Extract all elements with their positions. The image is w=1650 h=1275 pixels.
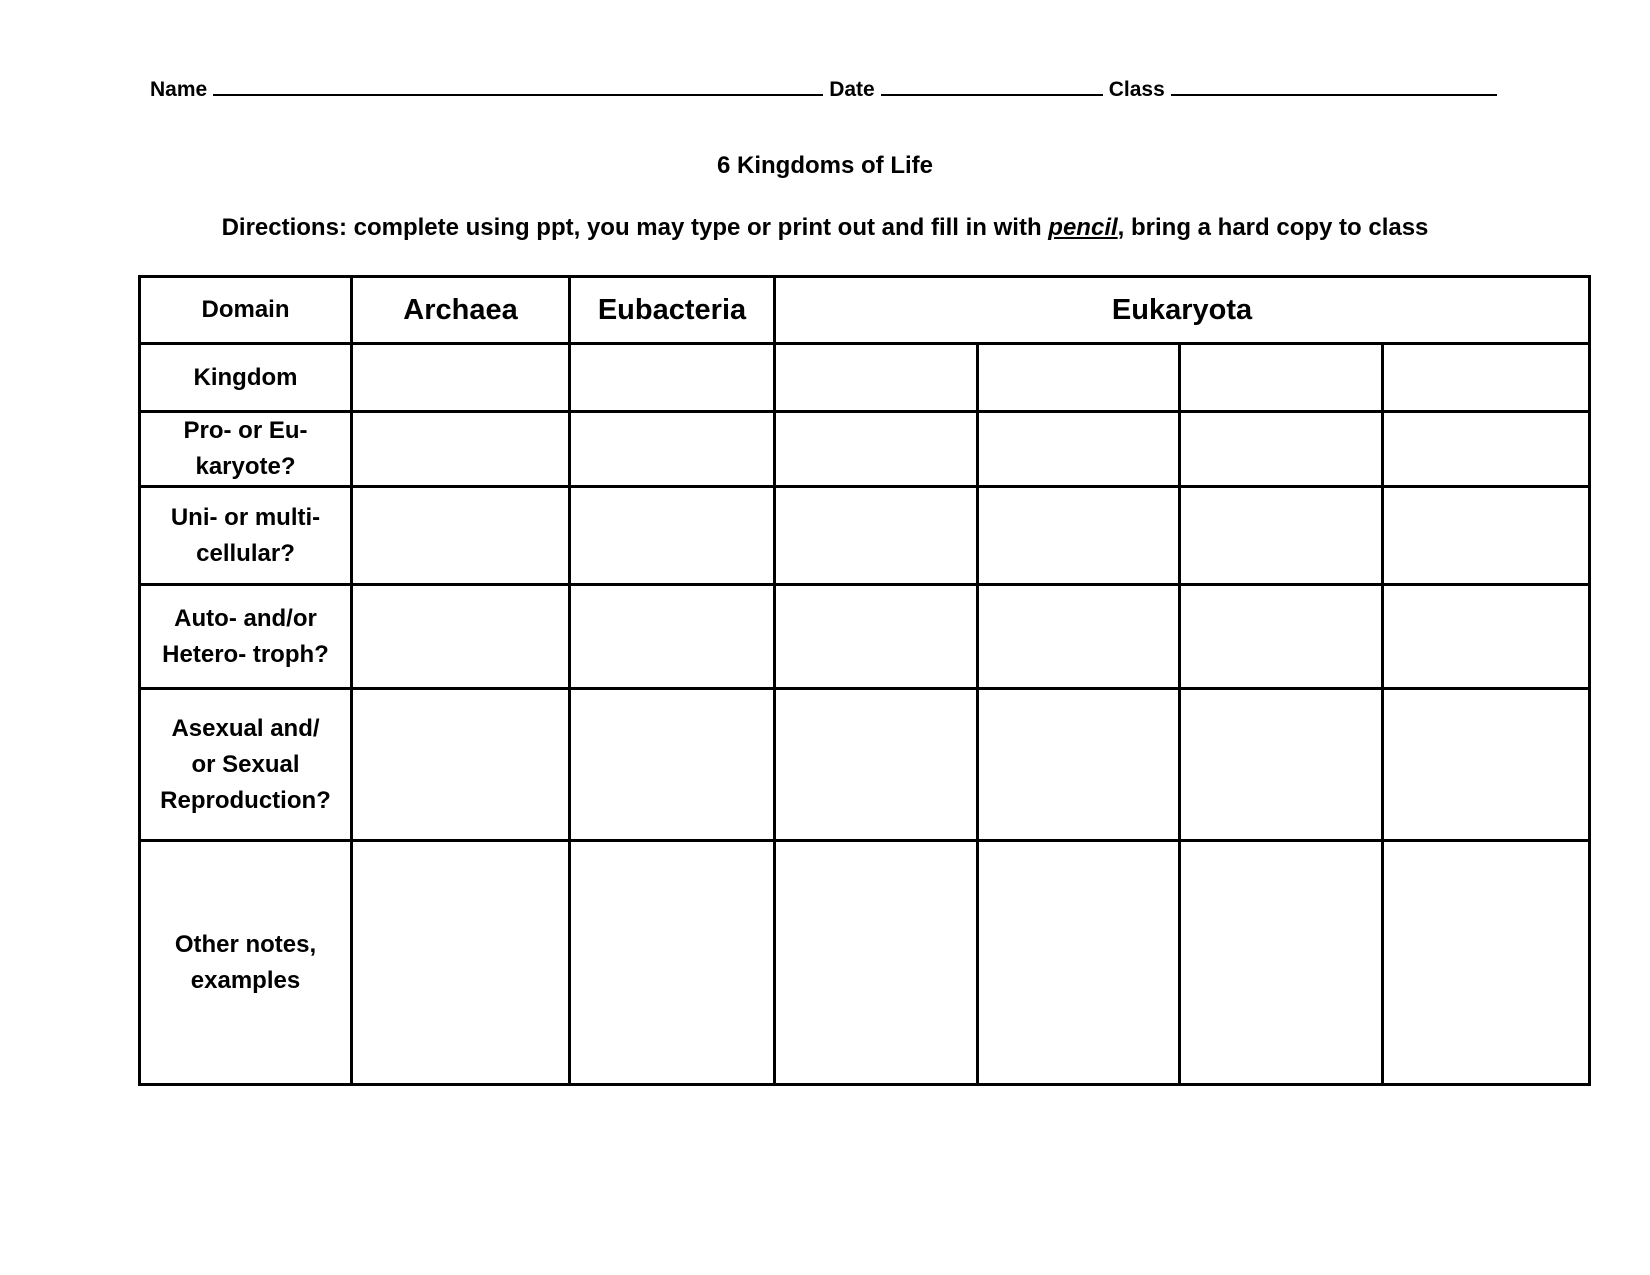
row-label-line: Pro- or Eu-: [183, 417, 308, 444]
row-label-line: Reproduction?: [160, 786, 331, 814]
answer-cell[interactable]: [1383, 841, 1590, 1085]
answer-cell[interactable]: [978, 487, 1180, 585]
row-label-line: Other notes,: [174, 930, 317, 958]
row-label-line: Auto- and/or: [174, 604, 317, 632]
answer-cell[interactable]: [352, 412, 570, 487]
directions-emphasis: pencil: [1048, 214, 1118, 241]
answer-cell[interactable]: [978, 585, 1180, 689]
directions-suffix: , bring a hard copy to class: [1117, 214, 1429, 241]
row-label-kingdom: [140, 344, 352, 412]
answer-cell[interactable]: [1180, 487, 1383, 585]
domain-eubacteria: [570, 277, 775, 344]
answer-cell[interactable]: [352, 344, 570, 412]
date-field[interactable]: [881, 76, 1103, 96]
answer-cell[interactable]: [352, 487, 570, 585]
row-label-cellular: [140, 487, 352, 585]
answer-cell[interactable]: [775, 344, 978, 412]
class-label: Class: [1108, 78, 1165, 101]
table-row-notes: [140, 841, 1590, 1085]
answer-cell[interactable]: [570, 585, 775, 689]
row-label-karyote: [140, 412, 352, 487]
row-label-troph: [140, 585, 352, 689]
table-row-karyote: [140, 412, 1590, 487]
row-label-line: Kingdom: [193, 363, 298, 391]
domain-archaea: [352, 277, 570, 344]
domain-row: [140, 277, 1590, 344]
answer-cell[interactable]: [775, 689, 978, 841]
answer-cell[interactable]: [1180, 689, 1383, 841]
table-row-cellular: [140, 487, 1590, 585]
answer-cell[interactable]: [1383, 487, 1590, 585]
answer-cell[interactable]: [352, 841, 570, 1085]
domain-label: Domain: [201, 296, 290, 323]
answer-cell[interactable]: [570, 344, 775, 412]
answer-cell[interactable]: [352, 689, 570, 841]
answer-cell[interactable]: [978, 412, 1180, 487]
answer-cell[interactable]: [978, 344, 1180, 412]
answer-cell[interactable]: [775, 412, 978, 487]
name-field[interactable]: [213, 76, 823, 96]
row-label-line: examples: [190, 966, 301, 994]
answer-cell[interactable]: [1180, 585, 1383, 689]
row-label-line: Asexual and/: [171, 714, 320, 742]
answer-cell[interactable]: [570, 412, 775, 487]
answer-cell[interactable]: [978, 841, 1180, 1085]
answer-cell[interactable]: [1383, 344, 1590, 412]
row-label-notes: [140, 841, 352, 1085]
row-label-reproduction: [140, 689, 352, 841]
answer-cell[interactable]: [1383, 412, 1590, 487]
answer-cell[interactable]: [570, 487, 775, 585]
answer-cell[interactable]: [1180, 841, 1383, 1085]
worksheet-title: 6 Kingdoms of Life: [717, 152, 933, 179]
class-field[interactable]: [1171, 76, 1497, 96]
answer-cell[interactable]: [978, 689, 1180, 841]
directions-text: [0, 214, 1650, 242]
answer-cell[interactable]: [352, 585, 570, 689]
row-label-line: cellular?: [196, 539, 295, 567]
answer-cell[interactable]: [1180, 412, 1383, 487]
table-row-troph: [140, 585, 1590, 689]
answer-cell[interactable]: [775, 585, 978, 689]
domain-eubacteria-label: Eubacteria: [597, 293, 747, 326]
row-label-line: Uni- or multi-: [170, 503, 321, 531]
domain-archaea-label: Archaea: [403, 293, 518, 326]
table-row-reproduction: [140, 689, 1590, 841]
answer-cell[interactable]: [775, 487, 978, 585]
student-info-line: [150, 76, 1503, 102]
domain-eukaryota: [775, 277, 1590, 344]
directions-prefix: Directions: complete using ppt, you may type or print out and fill in with: [221, 214, 1049, 241]
kingdoms-table: [138, 275, 1591, 1086]
row-label-line: or Sexual: [191, 750, 300, 778]
answer-cell[interactable]: [1383, 689, 1590, 841]
domain-label-cell: [140, 277, 352, 344]
name-label: Name: [150, 78, 208, 101]
answer-cell[interactable]: [775, 841, 978, 1085]
answer-cell[interactable]: [1180, 344, 1383, 412]
date-label: Date: [829, 78, 875, 101]
row-label-line: Hetero- troph?: [162, 640, 329, 668]
answer-cell[interactable]: [570, 841, 775, 1085]
table-row-kingdom: [140, 344, 1590, 412]
domain-eukaryota-label: Eukaryota: [1111, 293, 1253, 326]
answer-cell[interactable]: [570, 689, 775, 841]
row-label-line: karyote?: [195, 453, 296, 480]
answer-cell[interactable]: [1383, 585, 1590, 689]
